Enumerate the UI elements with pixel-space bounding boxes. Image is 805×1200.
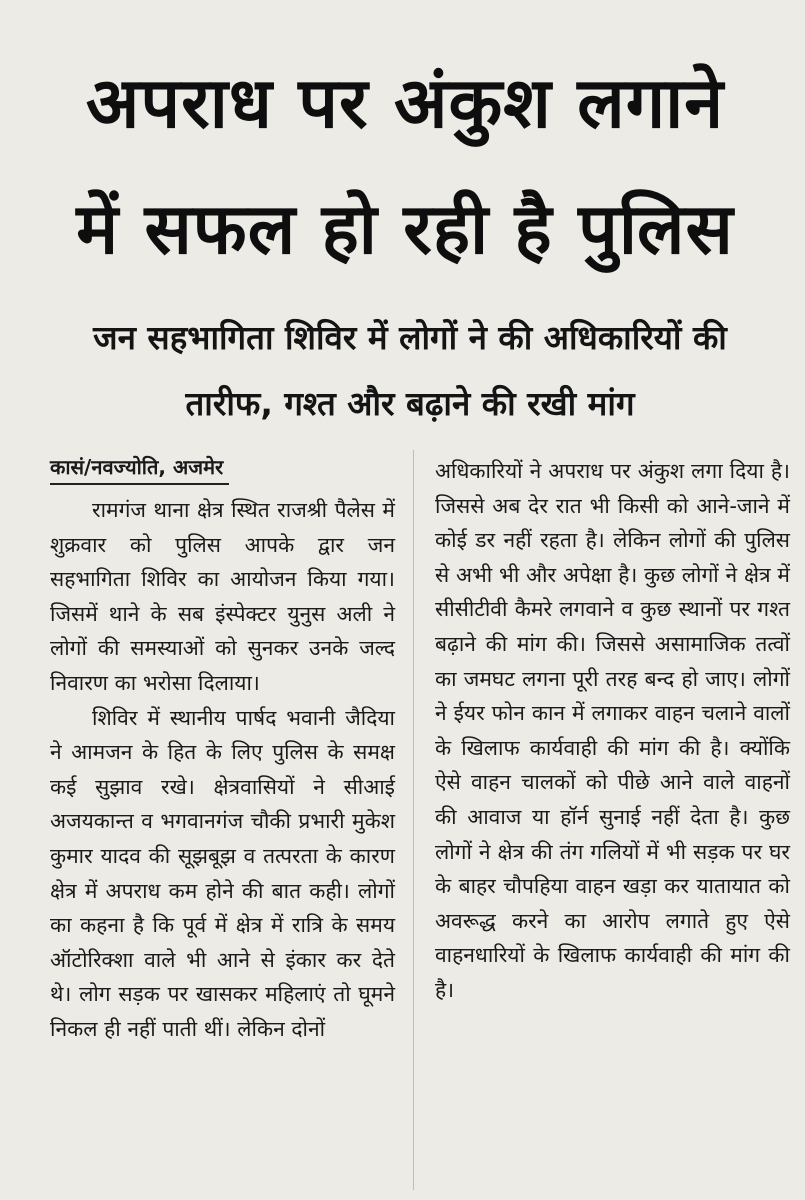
subheadline-line-2: तारीफ, गश्त और बढ़ाने की रखी मांग [185, 384, 635, 423]
column-divider [413, 450, 414, 1190]
headline [20, 40, 790, 292]
article-column-right [435, 454, 790, 1008]
subheadline-line-1: जन सहभागिता शिविर में लोगों ने की अधिकारियों की [93, 318, 727, 357]
paragraph-3: अधिकारियों ने अपराध पर अंकुश लगा दिया है। जिससे अब देर रात भी किसी को आने-जाने में कोई डर नहीं रहता है। लेकिन लोगों की पुलिस से अभी भी और अपेक्षा है। कुछ लोगों ने क्षेत्र में सीसीटीवी कैमरे लगवाने व कुछ स्थानों पर गश्त बढ़ाने की मांग की। जिससे असामाजिक तत्वों का जमघट लगना पूरी तरह बन्द हो जाए। लोगों ने ईयर फोन कान में लगाकर वाहन चलाने वालों के खिलाफ कार्यवाही की मांग की है। क्योंकि ऐसे वाहन चालकों को पीछे आने वाले वाहनों की आवाज या हॉर्न सुनाई नहीं देता है। कुछ लोगों ने क्षेत्र की तंग गलियों में भी सड़क पर घर के बाहर चौपहिया वाहन खड़ा कर यातायात को अवरूद्ध करने का आरोप लगाते हुए ऐसे वाहनधारियों के खिलाफ कार्यवाही की मांग की है। [435, 459, 790, 1002]
headline-line-1: अपराध पर अंकुश लगाने [85, 62, 725, 144]
article-column-left [50, 450, 395, 1047]
subheadline [30, 305, 790, 437]
headline-line-2: में सफल हो रही है पुलिस [76, 188, 734, 270]
paragraph-2: शिविर में स्थानीय पार्षद भवानी जैदिया ने आमजन के हित के लिए पुलिस के समक्ष कई सुझाव रखे। क्षेत्रवासियों ने सीआई अजयकान्त व भगवानगंज चौकी प्रभारी मुकेश कुमार यादव की सूझबूझ व तत्परता के कारण क्षेत्र में अपराध कम होने की बात कही। लोगों का कहना है कि पूर्व में क्षेत्र में रात्रि के समय ऑटोरिक्शा वाले भी आने से इंकार कर देते थे। लोग सड़क पर खासकर महिलाएं तो घूमने निकल ही नहीं पाती थीं। लेकिन दोनों [50, 705, 395, 1041]
dateline: कासं/नवज्योति, अजमेर [50, 451, 229, 485]
paragraph-1: रामगंज थाना क्षेत्र स्थित राजश्री पैलेस में शुक्रवार को पुलिस आपके द्वार जन सहभागिता शिविर का आयोजन किया गया। जिसमें थाने के सब इंस्पेक्टर युनुस अली ने लोगों की समस्याओं को सुनकर उनके जल्द निवारण का भरोसा दिलाया। [50, 498, 395, 695]
